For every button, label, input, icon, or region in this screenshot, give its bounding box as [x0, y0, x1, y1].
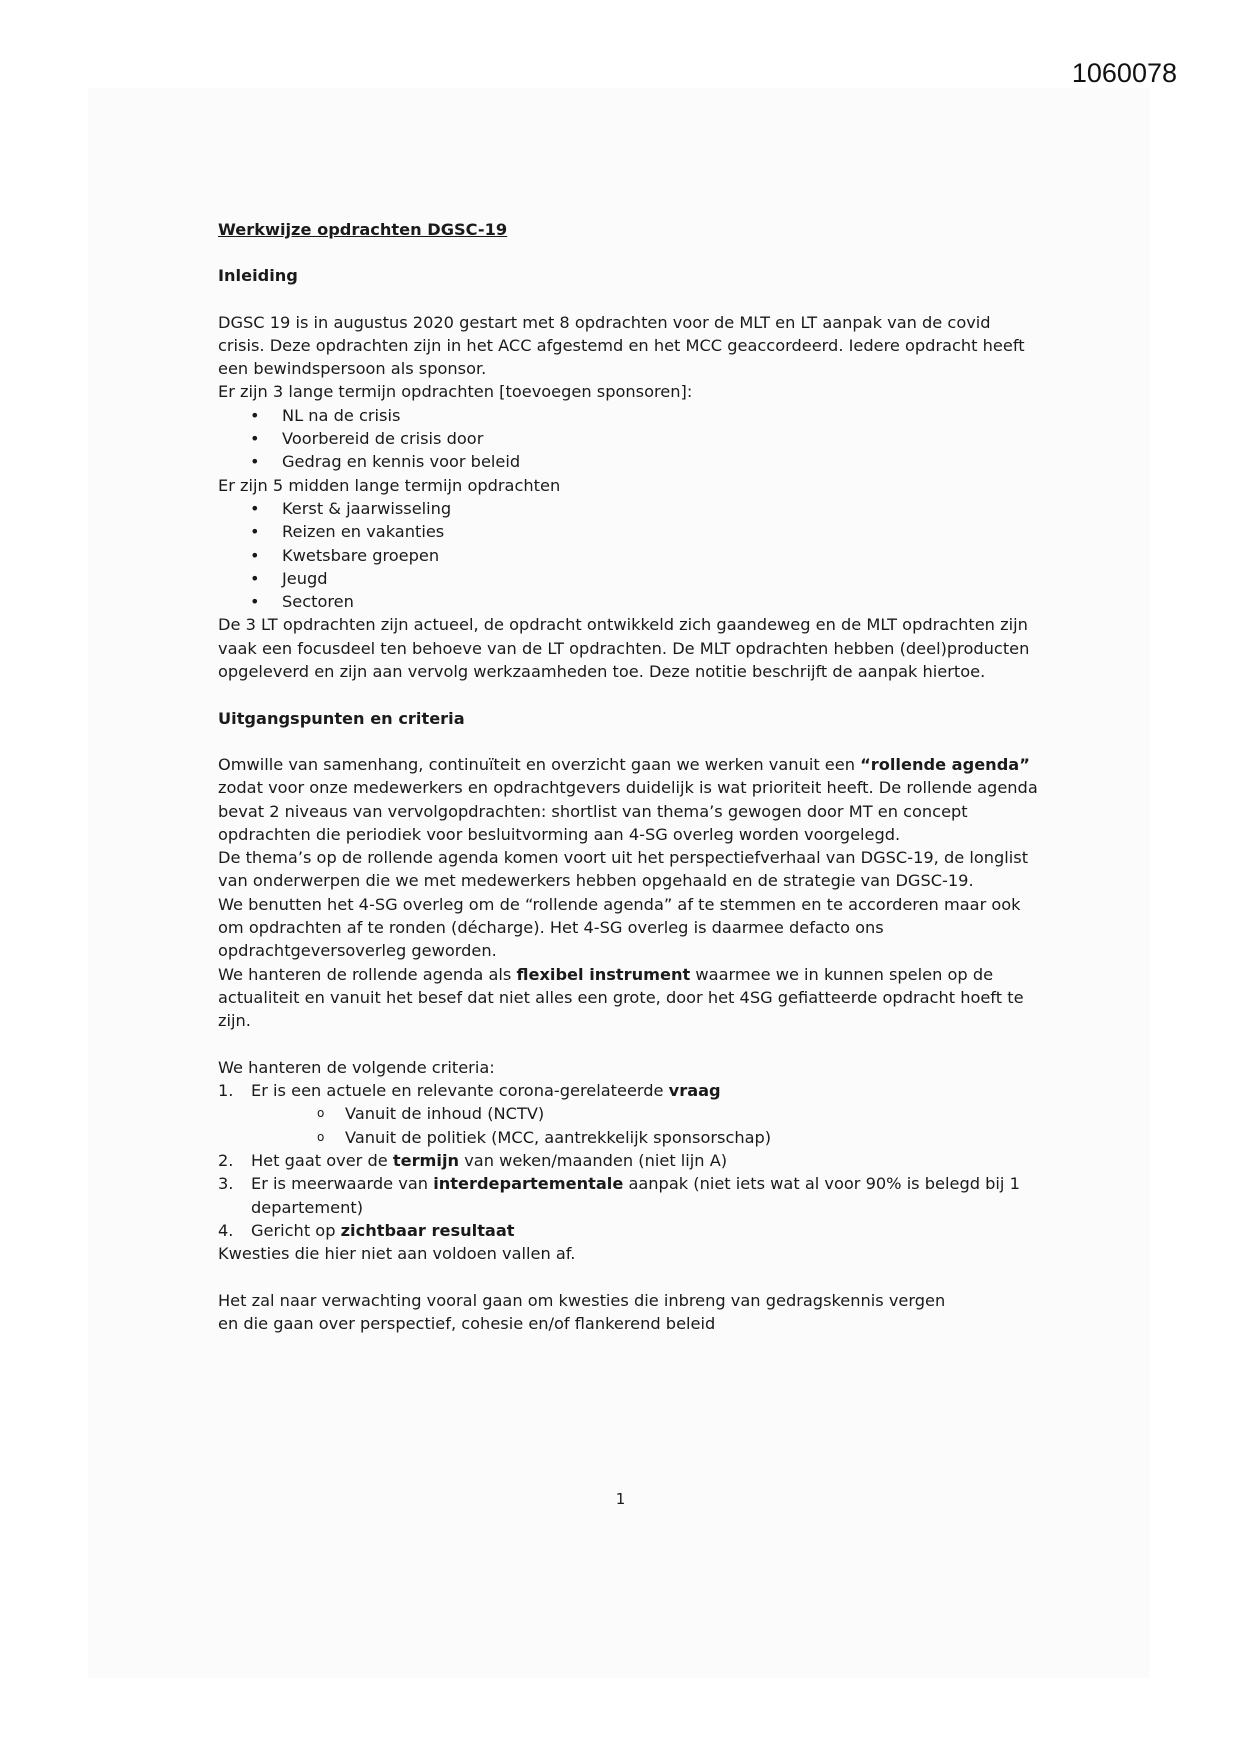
list-item: • Sectoren	[218, 590, 1038, 613]
bullet-icon: •	[250, 568, 260, 588]
bullet-icon: •	[250, 429, 260, 449]
bullet-icon: •	[250, 498, 260, 518]
flexibel-paragraph: We hanteren de rollende agenda als flexibel instrument waarmee we in kunnen spelen op de actualiteit en vanuit het besef dat niet alles een grote, door het 4SG gefiatteerde opdracht hoeft te zijn.	[218, 964, 1024, 1031]
long-term-list	[218, 404, 1038, 474]
list-item: • Kerst & jaarwisseling	[218, 497, 1038, 520]
intro-paragraph: DGSC 19 is in augustus 2020 gestart met 8 opdrachten voor de MLT en LT aanpak van de covid crisis. Deze opdrachten zijn in het ACC afgestemd en het MCC geaccordeerd. Iedere opdracht heeft een bewindspersoon als sponsor.	[218, 312, 1025, 379]
rollende-agenda-paragraph: Omwille van samenhang, continuïteit en overzicht gaan we werken vanuit een “rollende agenda” zodat voor onze medewerkers en opdrachtgevers duidelijk is wat prioriteit heeft. De rollende agenda bevat 2 niveaus van vervolgopdrachten: shortlist van thema’s gewogen door MT en concept opdrachten die periodiek voor besluitvorming aan 4-SG overleg worden voorgelegd.	[218, 754, 1038, 844]
list-item: 3. Er is meerwaarde van interdepartementale aanpak (niet iets wat al voor 90% is belegd bij 1 departement)	[218, 1174, 1020, 1217]
mid-term-list	[218, 497, 1038, 613]
list-item: 1. Er is een actuele en relevante corona-gerelateerde vraag o Vanuit de inhoud (NCTV) o Vanuit de politiek (MCC, aantrekkelijk sponsorschap)	[218, 1079, 1038, 1149]
criteria-outro: Kwesties die hier niet aan voldoen vallen af.	[218, 1244, 576, 1264]
list-item: • Jeugd	[218, 567, 1038, 590]
long-term-intro: Er zijn 3 lange termijn opdrachten [toevoegen sponsoren]:	[218, 382, 693, 402]
list-item: • Kwetsbare groepen	[218, 544, 1038, 567]
4sg-paragraph: We benutten het 4-SG overleg om de “rollende agenda” af te stemmen en te accorderen maar ook om opdrachten af te ronden (décharge). Het 4-SG overleg is daarmee defacto ons opdrachtgeversoverleg geworden.	[218, 894, 1021, 961]
criteria-intro: We hanteren de volgende criteria:	[218, 1057, 495, 1077]
bullet-icon: •	[250, 592, 260, 612]
bullet-icon: •	[250, 452, 260, 472]
mid-term-intro: Er zijn 5 midden lange termijn opdrachten	[218, 475, 561, 495]
list-item: o Vanuit de inhoud (NCTV)	[251, 1102, 1038, 1125]
list-item: • Gedrag en kennis voor beleid	[218, 450, 1038, 473]
list-item: 4. Gericht op zichtbaar resultaat	[218, 1220, 515, 1240]
document-body	[218, 218, 1038, 1335]
final-line-1: Het zal naar verwachting vooral gaan om kwesties die inbreng van gedragskennis vergen	[218, 1290, 946, 1310]
intro-heading: Inleiding	[218, 266, 298, 286]
document-title: Werkwijze opdrachten DGSC-19	[218, 220, 508, 239]
list-item: o Vanuit de politiek (MCC, aantrekkelijk sponsorschap)	[251, 1126, 1038, 1149]
bullet-icon: •	[250, 545, 260, 565]
bullet-icon: •	[250, 522, 260, 542]
document-number: 1060078	[1071, 58, 1177, 88]
criteria-heading: Uitgangspunten en criteria	[218, 708, 465, 728]
final-line-2: en die gaan over perspectief, cohesie en/of flankerend beleid	[218, 1314, 716, 1334]
intro-closing-paragraph: De 3 LT opdrachten zijn actueel, de opdracht ontwikkeld zich gaandeweg en de MLT opdrachten zijn vaak een focusdeel ten behoeve van de LT opdrachten. De MLT opdrachten hebben (deel)producten opgeleverd en zijn aan vervolg werkzaamheden toe. Deze notitie beschrijft de aanpak hiertoe.	[218, 615, 1030, 682]
list-item: • Voorbereid de crisis door	[218, 427, 1038, 450]
list-item: • NL na de crisis	[218, 404, 1038, 427]
circle-bullet-icon: o	[317, 1106, 325, 1121]
bullet-icon: •	[250, 405, 260, 425]
sub-list	[251, 1102, 1038, 1149]
list-item: • Reizen en vakanties	[218, 520, 1038, 543]
criteria-list	[218, 1079, 1038, 1242]
list-item: 2. Het gaat over de termijn van weken/maanden (niet lijn A)	[218, 1150, 728, 1170]
circle-bullet-icon: o	[317, 1129, 325, 1144]
page-number: 1	[615, 1490, 626, 1508]
themas-paragraph: De thema’s op de rollende agenda komen voort uit het perspectiefverhaal van DGSC-19, de longlist van onderwerpen die we met medewerkers hebben opgehaald en de strategie van DGSC-19.	[218, 848, 1029, 891]
